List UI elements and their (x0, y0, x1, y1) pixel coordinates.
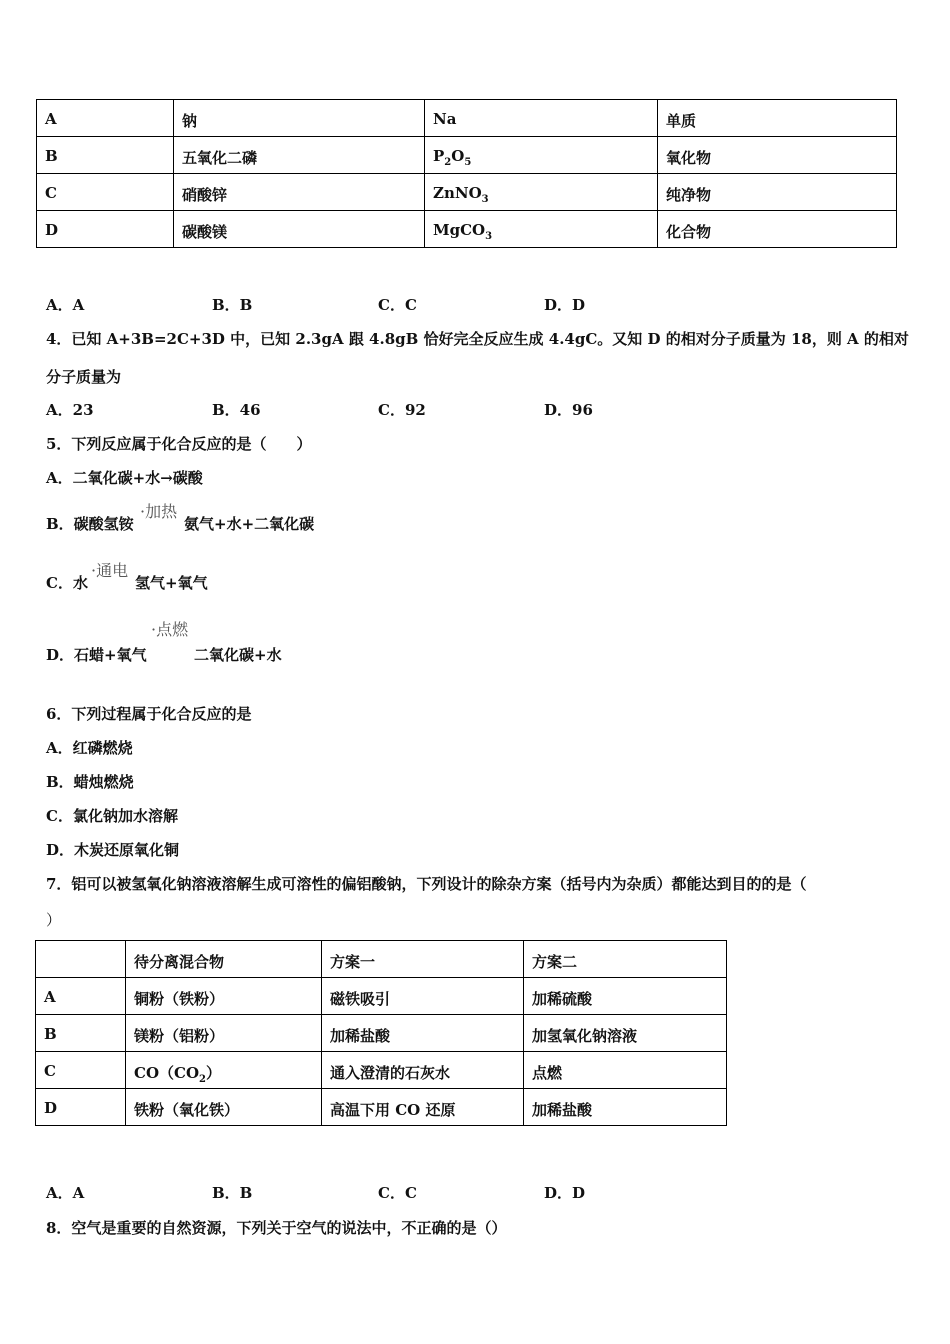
row-key: A (36, 978, 126, 1015)
option-b[interactable]: B．46 (212, 401, 261, 419)
row-key: D (37, 211, 174, 248)
answer-options (46, 294, 710, 315)
condition-electric: ·通电 (91, 561, 129, 580)
option-b-right: 氨气+水+二氧化碳 (184, 515, 315, 533)
option-b[interactable]: B．B (212, 296, 253, 314)
question-8-stem: 8．空气是重要的自然资源，下列关于空气的说法中，不正确的是（） (46, 1219, 507, 1237)
plan-two: 加稀硫酸 (524, 978, 727, 1015)
option-d[interactable]: D．96 (544, 401, 593, 419)
mixture: 铜粉（铁粉） (126, 978, 322, 1015)
answer-options (46, 399, 710, 420)
option-c[interactable]: C．氯化钠加水溶解 (46, 807, 178, 825)
option-c[interactable]: C．C (378, 1184, 417, 1202)
formula-sub: 5 (464, 157, 472, 168)
header-cell: 方案二 (524, 941, 727, 978)
option-d[interactable]: D．木炭还原氧化铜 (46, 841, 180, 859)
plan-one: 加稀盐酸 (322, 1015, 524, 1052)
substance-name: 碳酸镁 (174, 211, 425, 248)
plan-two: 加氢氧化钠溶液 (524, 1015, 727, 1052)
option-d-right: 二氧化碳+水 (194, 646, 282, 664)
formula-sub: 3 (485, 231, 493, 242)
substance-name: 硝酸锌 (174, 174, 425, 211)
plan-one: 磁铁吸引 (322, 978, 524, 1015)
substance-name: 五氧化二磷 (174, 137, 425, 174)
header-cell: 待分离混合物 (126, 941, 322, 978)
table-row (36, 1015, 727, 1052)
table-row (37, 100, 897, 137)
row-key: B (36, 1015, 126, 1052)
option-a[interactable]: A．A (46, 296, 85, 314)
row-key: B (37, 137, 174, 174)
question-4-line1: 4．已知 A+3B=2C+3D 中，已知 2.3gA 跟 4.8gB 恰好完全反应生成 4.4gC。又知 D 的相对分子质量为 18，则 A 的相对 (46, 330, 909, 348)
substance-formula (425, 137, 658, 174)
table-row (37, 137, 897, 174)
table-row (36, 978, 727, 1015)
option-b[interactable]: B．B (212, 1184, 253, 1202)
option-b-left[interactable]: B．碳酸氢铵 (46, 515, 134, 533)
substance-class: 单质 (658, 100, 897, 137)
question-7-line1 (46, 873, 806, 894)
substance-formula (425, 174, 658, 211)
substance-class: 纯净物 (658, 174, 897, 211)
table-row (37, 174, 897, 211)
mixture (126, 1052, 322, 1089)
formula-part: ZnNO (433, 184, 482, 202)
mixture-close: ） (205, 1064, 221, 1082)
formula-sub: 2 (444, 157, 452, 168)
row-key: D (36, 1089, 126, 1126)
answer-options (46, 1182, 710, 1203)
question-5-stem: 5．下列反应属于化合反应的是（ ） (46, 435, 312, 453)
question-6-stem: 6．下列过程属于化合反应的是 (46, 705, 252, 723)
condition-ignite: ·点燃 (151, 620, 189, 639)
plan-one: 通入澄清的石灰水 (322, 1052, 524, 1089)
formula-sub: 3 (481, 194, 489, 205)
table-row (36, 1089, 727, 1126)
question-7-line2: ） (46, 911, 62, 929)
table-header-row (36, 941, 727, 978)
row-key: C (37, 174, 174, 211)
condition-heat: ·加热 (140, 502, 178, 521)
substance-formula (425, 211, 658, 248)
option-a[interactable]: A．23 (46, 401, 94, 419)
option-c-right: 氢气+氧气 (135, 574, 208, 592)
formula-part: MgCO (433, 221, 486, 239)
option-b[interactable]: B．蜡烛燃烧 (46, 773, 134, 791)
formula-sub: 2 (199, 1074, 206, 1085)
substance-table (36, 99, 897, 248)
option-d[interactable]: D．D (544, 1184, 586, 1202)
substance-formula: Na (425, 100, 658, 137)
header-cell (36, 941, 126, 978)
option-c[interactable]: C．C (378, 296, 417, 314)
table-row (37, 211, 897, 248)
purification-table (35, 940, 727, 1126)
table-row (36, 1052, 727, 1089)
formula-part: O (451, 147, 465, 165)
option-c-left[interactable]: C．水 (46, 574, 88, 592)
option-a[interactable]: A．二氧化碳+水→碳酸 (46, 469, 203, 487)
substance-class: 氧化物 (658, 137, 897, 174)
option-a[interactable]: A．A (46, 1184, 85, 1202)
plan-two: 点燃 (524, 1052, 727, 1089)
question-4-line2: 分子质量为 (46, 368, 122, 386)
plan-two: 加稀盐酸 (524, 1089, 727, 1126)
question-7-text: 7．铝可以被氢氧化钠溶液溶解生成可溶性的偏铝酸钠，下列设计的除杂方案（括号内为杂质）都能达到目的的是（ (46, 875, 807, 893)
option-d-left[interactable]: D．石蜡+氧气 (46, 646, 147, 664)
header-cell: 方案一 (322, 941, 524, 978)
mixture-text: CO（CO (134, 1064, 200, 1082)
formula-part: P (433, 147, 445, 165)
option-a[interactable]: A．红磷燃烧 (46, 739, 133, 757)
row-key: C (36, 1052, 126, 1089)
mixture: 镁粉（铝粉） (126, 1015, 322, 1052)
plan-one: 高温下用 CO 还原 (322, 1089, 524, 1126)
substance-name: 钠 (174, 100, 425, 137)
option-c[interactable]: C．92 (378, 401, 426, 419)
mixture: 铁粉（氧化铁） (126, 1089, 322, 1126)
row-key: A (37, 100, 174, 137)
substance-class: 化合物 (658, 211, 897, 248)
option-d[interactable]: D．D (544, 296, 586, 314)
